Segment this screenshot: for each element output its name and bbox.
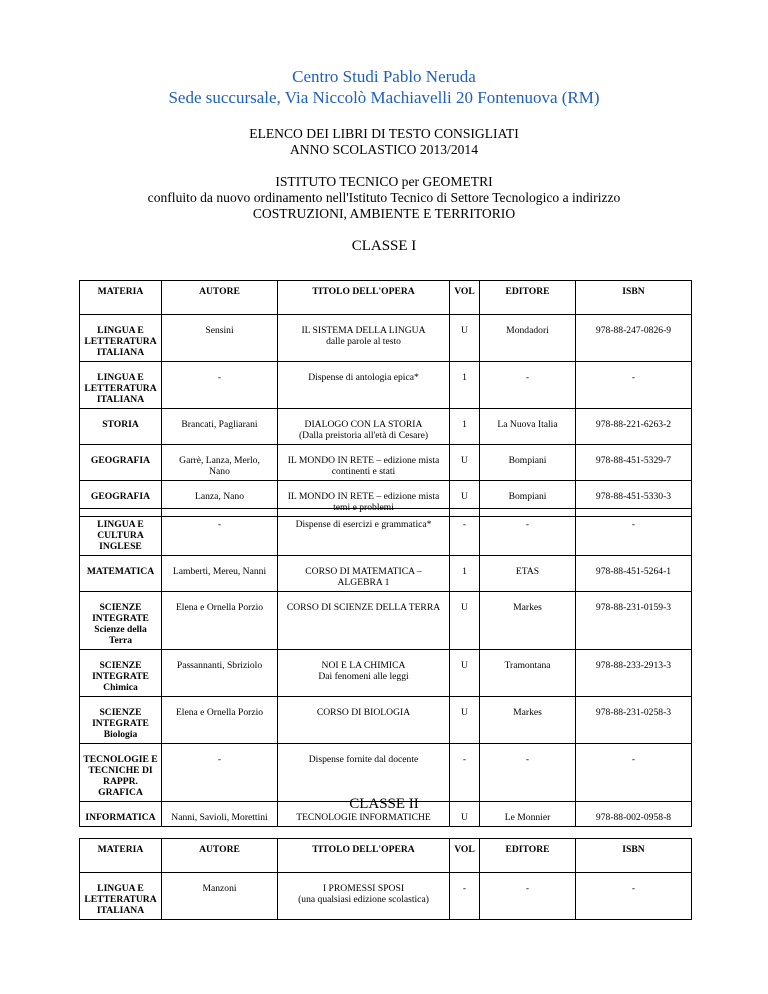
subject-cell-line: LINGUA E [97,883,144,894]
title-cell-line: ALGEBRA 1 [337,577,390,588]
title-cell-line: Dai fenomeni alle leggi [318,671,409,682]
column-header: ISBN [576,839,692,873]
subject-cell [80,445,162,481]
author-cell-line: - [217,754,222,765]
subject-cell-line: INGLESE [99,541,142,552]
title-cell-line: continenti e stati [331,466,396,477]
title-cell-line: DIALOGO CON LA STORIA [304,419,423,430]
table-header-row [80,281,692,315]
subject-cell-line: MATEMATICA [86,566,155,577]
subject-cell-line: SCIENZE [99,707,142,718]
title-cell-line: Dispense fornite dal docente [308,754,419,765]
author-cell [162,509,278,556]
author-cell-line: Elena e Ornella Porzio [175,707,264,718]
subject-cell [80,592,162,650]
title-cell-line: Dispense di esercizi e grammatica* [295,519,432,530]
subject-cell-line: LETTERATURA [84,383,157,394]
isbn-cell: 978-88-247-0826-9 [576,315,692,362]
subject-cell-line: Biologia [103,729,138,740]
title-cell-line: CORSO DI BIOLOGIA [316,707,411,718]
isbn-cell: - [576,873,692,920]
table-row [80,744,692,802]
subject-cell-line: SCIENZE [99,660,142,671]
table-row [80,592,692,650]
isbn-cell: 978-88-233-2913-3 [576,650,692,697]
author-cell [162,409,278,445]
author-cell [162,445,278,481]
subject-cell-line: TECNICHE DI [88,765,153,776]
subject-cell-line: CULTURA [97,530,144,541]
publisher-cell: Bompiani [480,481,576,517]
volume-cell: 1 [450,362,480,409]
title-cell [278,592,450,650]
subject-cell-line: GRAFICA [98,787,143,798]
table-row [80,697,692,744]
title-cell [278,697,450,744]
subject-cell-line: LINGUA E [97,325,144,336]
author-cell-line: Passannanti, Sbriziolo [176,660,263,671]
title-cell-line: (una qualsiasi edizione scolastica) [298,894,429,905]
title-cell-line: IL SISTEMA DELLA LINGUA [301,325,426,336]
publisher-cell: - [480,744,576,802]
volume-cell: U [450,592,480,650]
subject-cell-line: INTEGRATE [92,718,149,729]
isbn-cell: - [576,744,692,802]
column-header: TITOLO DELL'OPERA [278,839,450,873]
title-cell-line: dalle parole al testo [326,336,401,347]
title-cell [278,315,450,362]
subject-cell-line: GEOGRAFIA [90,455,151,466]
author-cell [162,592,278,650]
column-header: EDITORE [480,281,576,315]
list-title [0,126,768,158]
institute-description [0,174,768,222]
subject-cell [80,409,162,445]
table-row [80,409,692,445]
title-cell [278,556,450,592]
subject-cell-line: INTEGRATE [92,613,149,624]
books-table [79,508,692,827]
title-cell [278,409,450,445]
author-cell [162,556,278,592]
subject-cell [80,315,162,362]
volume-cell: U [450,445,480,481]
column-header: MATERIA [80,839,162,873]
title-cell [278,744,450,802]
publisher-cell: Markes [480,592,576,650]
title-cell-line: Dispense di antologia epica* [308,372,419,383]
title-cell [278,650,450,697]
isbn-cell: 978-88-451-5264-1 [576,556,692,592]
title-cell [278,362,450,409]
table-header-row [80,839,692,873]
column-header: VOL [450,839,480,873]
subject-cell [80,509,162,556]
author-cell-line: Nanni, Savioli, Morettini [171,812,268,823]
subject-cell-line: GEOGRAFIA [90,491,151,502]
subject-cell-line: Scienze della Terra [94,624,147,646]
subject-cell-line: LINGUA E [97,519,144,530]
subject-cell-line: RAPPR. [103,776,138,787]
isbn-cell: 978-88-451-5329-7 [576,445,692,481]
author-cell-line: Sensini [205,325,234,336]
isbn-cell: 978-88-451-5330-3 [576,481,692,517]
subject-cell [80,697,162,744]
publisher-cell: Tramontana [480,650,576,697]
author-cell-line: Brancati, Pagliarani [181,419,258,430]
institute-line: ISTITUTO TECNICO per GEOMETRI [275,174,493,189]
subject-cell-line: STORIA [102,419,139,430]
school-address: Sede succursale, Via Niccolò Machiavelli 20 Fontenuova (RM) [168,88,600,107]
volume-cell: U [450,697,480,744]
subject-cell-line: INFORMATICA [85,812,156,823]
author-cell-line: Lamberti, Mereu, Nanni [172,566,267,577]
author-cell-line: Manzoni [202,883,237,894]
publisher-cell: La Nuova Italia [480,409,576,445]
publisher-cell: - [480,509,576,556]
title-cell-line: temi e problemi [333,502,394,513]
author-cell-line: Nano [209,466,230,477]
subject-cell-line: ITALIANA [96,394,145,405]
publisher-cell: Le Monnier [480,802,576,827]
title-cell-line: IL MONDO IN RETE – edizione mista [287,491,440,502]
table-row [80,650,692,697]
publisher-cell: Markes [480,697,576,744]
column-header: ISBN [576,281,692,315]
isbn-cell: 978-88-231-0159-3 [576,592,692,650]
author-cell-line: Lanza, Nano [194,491,244,502]
publisher-cell: - [480,362,576,409]
title-cell-line: (Dalla preistoria all'età di Cesare) [298,430,429,441]
author-cell-line: Garrè, Lanza, Merlo, [179,455,260,466]
author-cell [162,650,278,697]
title-cell-line: CORSO DI SCIENZE DELLA TERRA [286,602,441,613]
title-cell [278,445,450,481]
volume-cell: U [450,481,480,517]
subject-cell [80,362,162,409]
books-table [79,838,692,920]
author-cell-line: - [217,372,222,383]
subject-cell-line: Chimica [103,682,138,693]
institute-line: COSTRUZIONI, AMBIENTE E TERRITORIO [252,206,516,221]
subject-cell-line: ITALIANA [96,347,145,358]
column-header: AUTORE [162,839,278,873]
isbn-cell: - [576,362,692,409]
table-row [80,362,692,409]
author-cell [162,873,278,920]
subject-cell-line: SCIENZE [99,602,142,613]
institute-line: confluito da nuovo ordinamento nell'Istituto Tecnico di Settore Tecnologico a indirizzo [147,190,621,205]
title-cell-line: IL MONDO IN RETE – edizione mista [287,455,440,466]
publisher-cell: ETAS [480,556,576,592]
subject-cell-line: LETTERATURA [84,894,157,905]
author-cell [162,697,278,744]
isbn-cell: 978-88-002-0958-8 [576,802,692,827]
title-cell-line: CORSO DI MATEMATICA – [305,566,422,577]
subject-cell [80,556,162,592]
title-cell-line: NOI E LA CHIMICA [321,660,406,671]
school-name: Centro Studi Pablo Neruda [292,67,476,86]
list-title-line: ELENCO DEI LIBRI DI TESTO CONSIGLIATI [249,126,519,141]
school-year-line: ANNO SCOLASTICO 2013/2014 [289,142,479,157]
books-table [79,280,692,517]
volume-cell: U [450,315,480,362]
title-cell-line: I PROMESSI SPOSI [322,883,405,894]
volume-cell: - [450,509,480,556]
isbn-cell: 978-88-221-6263-2 [576,409,692,445]
author-cell [162,744,278,802]
column-header: EDITORE [480,839,576,873]
class-heading: CLASSE I [351,238,417,254]
publisher-cell: Mondadori [480,315,576,362]
volume-cell: U [450,650,480,697]
author-cell-line: Elena e Ornella Porzio [175,602,264,613]
subject-cell-line: LINGUA E [97,372,144,383]
table-row [80,315,692,362]
author-cell [162,315,278,362]
column-header: MATERIA [80,281,162,315]
subject-cell [80,873,162,920]
subject-cell-line: TECNOLOGIE E [83,754,158,765]
title-cell-line: TECNOLOGIE INFORMATICHE [296,812,431,823]
table-row [80,873,692,920]
isbn-cell: 978-88-231-0258-3 [576,697,692,744]
volume-cell: 1 [450,409,480,445]
title-cell [278,509,450,556]
column-header: TITOLO DELL'OPERA [278,281,450,315]
subject-cell-line: INTEGRATE [92,671,149,682]
publisher-cell: - [480,873,576,920]
table-row [80,556,692,592]
volume-cell: - [450,873,480,920]
column-header: VOL [450,281,480,315]
table-row [80,509,692,556]
volume-cell: 1 [450,556,480,592]
class-heading: CLASSE II [349,796,419,812]
subject-cell [80,744,162,802]
column-header: AUTORE [162,281,278,315]
isbn-cell: - [576,509,692,556]
subject-cell [80,650,162,697]
volume-cell: U [450,802,480,827]
subject-cell-line: LETTERATURA [84,336,157,347]
author-cell [162,362,278,409]
publisher-cell: Bompiani [480,445,576,481]
volume-cell: - [450,744,480,802]
table-row [80,445,692,481]
subject-cell-line: ITALIANA [96,905,145,916]
title-cell [278,873,450,920]
author-cell-line: - [217,519,222,530]
